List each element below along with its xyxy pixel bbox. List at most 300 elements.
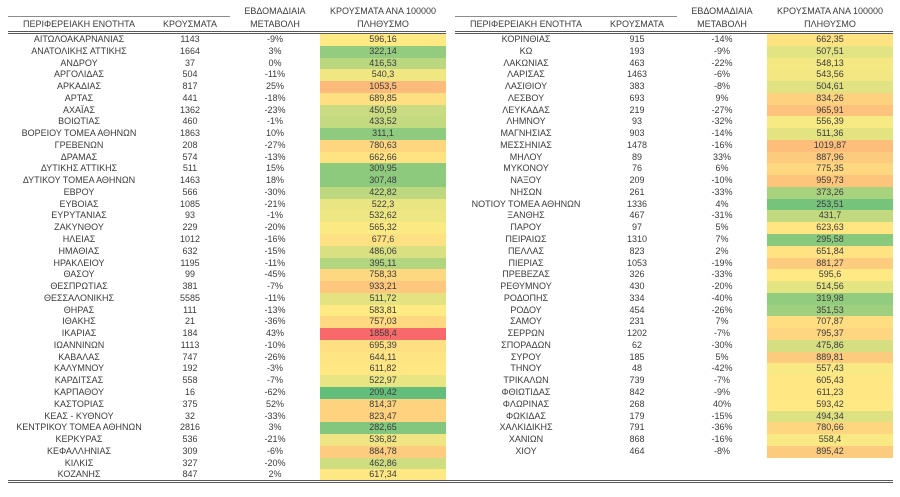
weekly-change-cell: 6% <box>715 163 729 174</box>
cases-cell: 454 <box>629 304 645 315</box>
region-cell: ΖΑΚΥΝΘΟΥ <box>54 222 104 233</box>
region-cell: ΑΝΑΤΟΛΙΚΗΣ ΑΤΤΙΚΗΣ <box>31 45 127 56</box>
table-row <box>8 140 446 152</box>
cases-cell: 219 <box>629 104 645 115</box>
region-cell: ΚΑΣΤΟΡΙΑΣ <box>54 398 104 409</box>
per-100k-cell: 596,16 <box>320 33 446 46</box>
weekly-change-cell: -26% <box>711 304 733 315</box>
table-row <box>8 363 446 375</box>
table-row <box>455 140 893 152</box>
cases-cell: 842 <box>629 386 645 397</box>
cases-cell: 62 <box>631 339 642 350</box>
table-row <box>455 399 893 411</box>
per-100k-cell: 486,06 <box>320 246 446 258</box>
table-row <box>8 222 446 234</box>
table-row <box>8 210 446 222</box>
per-100k-cell: 558,4 <box>767 434 893 446</box>
per-100k-cell: 780,63 <box>320 140 446 152</box>
region-cell: ΣΕΡΡΩΝ <box>507 328 545 339</box>
region-cell: ΜΕΣΣΗΝΙΑΣ <box>500 139 552 150</box>
per-100k-cell: 522,3 <box>320 199 446 211</box>
region-cell: ΑΡΓΟΛΙΔΑΣ <box>54 69 104 80</box>
region-cell: ΣΥΡΟΥ <box>510 351 542 362</box>
table-row <box>8 163 446 175</box>
table-row <box>455 246 893 258</box>
table-row <box>455 305 893 317</box>
per-100k-cell: 889,81 <box>767 352 893 364</box>
weekly-change-cell: -14% <box>711 128 733 139</box>
per-100k-cell: 884,78 <box>320 446 446 458</box>
table-row <box>8 305 446 317</box>
weekly-change-cell: -8% <box>713 445 730 456</box>
table-row <box>8 316 446 328</box>
column-header-weekly-change: ΕΒΔΟΜΑΔΙΑΙΑ ΜΕΤΑΒΟΛΗ <box>230 2 320 33</box>
region-cell: ΘΕΣΠΡΩΤΙΑΣ <box>50 281 108 292</box>
cases-cell: 1863 <box>179 128 201 139</box>
cases-cell: 193 <box>629 45 645 56</box>
per-100k-cell: 565,32 <box>320 222 446 234</box>
per-100k-cell: 644,11 <box>320 352 446 364</box>
region-cell: ΞΑΝΘΗΣ <box>507 210 545 221</box>
column-header-region: ΠΕΡΙΦΕΡΕΙΑΚΗ ΕΝΟΤΗΤΑ <box>8 2 150 33</box>
per-100k-cell: 689,85 <box>320 93 446 105</box>
region-cell: ΚΕΡΚΥΡΑΣ <box>55 434 103 445</box>
weekly-change-cell: -11% <box>264 257 286 268</box>
weekly-change-cell: 40% <box>712 398 731 409</box>
table-row <box>8 187 446 199</box>
per-100k-cell: 557,43 <box>767 363 893 375</box>
table-row <box>455 199 893 211</box>
table-row <box>8 328 446 340</box>
weekly-change-cell: -1% <box>266 210 283 221</box>
cases-cell: 693 <box>629 92 645 103</box>
weekly-change-cell: -33% <box>711 269 733 280</box>
column-header-cases: ΚΡΟΥΣΜΑΤΑ <box>150 2 230 33</box>
weekly-change-cell: -36% <box>711 422 733 433</box>
weekly-change-cell: 2% <box>715 245 729 256</box>
table-row <box>455 363 893 375</box>
table-row <box>455 58 893 70</box>
cases-cell: 375 <box>182 398 198 409</box>
weekly-change-cell: -16% <box>264 234 286 245</box>
cases-cell: 184 <box>182 328 198 339</box>
per-100k-cell: 814,37 <box>320 399 446 411</box>
weekly-change-cell: -22% <box>711 57 733 68</box>
cases-cell: 334 <box>629 292 645 303</box>
table-row <box>8 175 446 187</box>
cases-cell: 823 <box>629 245 645 256</box>
table-row <box>455 69 893 81</box>
weekly-change-cell: 7% <box>715 316 729 327</box>
per-100k-cell: 1858,4 <box>320 328 446 340</box>
cases-cell: 441 <box>182 92 198 103</box>
cases-cell: 192 <box>182 363 198 374</box>
table-row <box>455 116 893 128</box>
per-100k-cell: 282,65 <box>320 422 446 434</box>
region-cell: ΗΛΕΙΑΣ <box>62 234 96 245</box>
region-cell: ΙΘΑΚΗΣ <box>62 316 96 327</box>
weekly-change-cell: -33% <box>264 410 286 421</box>
table-row <box>455 340 893 352</box>
table-row <box>455 33 893 46</box>
weekly-change-cell: 33% <box>712 151 731 162</box>
table-row <box>455 152 893 164</box>
per-100k-cell: 611,23 <box>767 387 893 399</box>
weekly-change-cell: 9% <box>715 92 729 103</box>
per-100k-cell: 514,56 <box>767 281 893 293</box>
region-cell: ΚΑΡΠΑΘΟΥ <box>53 386 105 397</box>
cases-cell: 467 <box>629 210 645 221</box>
region-cell: ΧΙΟΥ <box>515 445 537 456</box>
region-cell: ΛΑΚΩΝΙΑΣ <box>503 57 549 68</box>
region-cell: ΕΥΡΥΤΑΝΙΑΣ <box>51 210 107 221</box>
per-100k-cell: 1053,5 <box>320 81 446 93</box>
per-100k-cell: 593,42 <box>767 399 893 411</box>
cases-cell: 1085 <box>179 198 201 209</box>
table-row <box>8 411 446 423</box>
per-100k-cell: 422,82 <box>320 187 446 199</box>
region-cell: ΧΑΛΚΙΔΙΚΗΣ <box>499 422 553 433</box>
cases-cell: 1053 <box>626 257 648 268</box>
region-cell: ΛΕΥΚΑΔΑΣ <box>502 104 550 115</box>
weekly-change-cell: -19% <box>711 257 733 268</box>
region-cell: ΚΕΝΤΡΙΚΟΥ ΤΟΜΕΑ ΑΘΗΝΩΝ <box>16 422 142 433</box>
per-100k-cell: 1019,87 <box>767 140 893 152</box>
table-row <box>455 187 893 199</box>
per-100k-cell: 595,6 <box>767 269 893 281</box>
table-row <box>455 293 893 305</box>
per-100k-cell: 319,98 <box>767 293 893 305</box>
weekly-change-cell: -20% <box>711 281 733 292</box>
cases-cell: 558 <box>182 375 198 386</box>
region-cell: ΡΕΘΥΜΝΟΥ <box>500 281 552 292</box>
cases-cell: 383 <box>629 81 645 92</box>
cases-cell: 231 <box>629 316 645 327</box>
table-row <box>8 116 446 128</box>
region-cell: ΘΗΡΑΣ <box>63 304 95 315</box>
weekly-change-cell: -16% <box>711 139 733 150</box>
per-100k-cell: 307,48 <box>320 175 446 187</box>
region-cell: ΧΑΝΙΩΝ <box>508 434 544 445</box>
header-row <box>8 2 446 33</box>
table-row <box>455 328 893 340</box>
per-100k-cell: 543,56 <box>767 69 893 81</box>
weekly-change-cell: -40% <box>711 292 733 303</box>
region-cell: ΓΡΕΒΕΝΩΝ <box>54 139 104 150</box>
per-100k-cell: 881,27 <box>767 258 893 270</box>
weekly-change-cell: -16% <box>711 434 733 445</box>
per-100k-cell: 834,26 <box>767 93 893 105</box>
table-row <box>455 175 893 187</box>
cases-cell: 93 <box>184 210 195 221</box>
cases-cell: 817 <box>182 81 198 92</box>
weekly-change-cell: -20% <box>264 457 286 468</box>
cases-cell: 915 <box>629 34 645 44</box>
cases-cell: 903 <box>629 128 645 139</box>
cases-cell: 37 <box>184 57 195 68</box>
weekly-change-cell: 2% <box>268 469 282 480</box>
per-100k-cell: 695,39 <box>320 340 446 352</box>
cases-cell: 381 <box>182 281 198 292</box>
weekly-change-cell: -7% <box>266 375 283 386</box>
weekly-change-cell: -45% <box>264 269 286 280</box>
region-cell: ΚΑΡΔΙΤΣΑΣ <box>54 375 104 386</box>
cases-cell: 93 <box>631 116 642 127</box>
per-100k-cell: 322,14 <box>320 46 446 58</box>
region-cell: ΠΕΙΡΑΙΩΣ <box>505 234 547 245</box>
table-row <box>8 340 446 352</box>
region-cell: ΑΡΚΑΔΙΑΣ <box>56 81 102 92</box>
cases-cell: 229 <box>182 222 198 233</box>
cases-cell: 847 <box>182 469 198 480</box>
cases-cell: 21 <box>184 316 195 327</box>
weekly-change-cell: -7% <box>713 375 730 386</box>
per-100k-cell: 416,53 <box>320 58 446 70</box>
weekly-change-cell: 3% <box>268 45 282 56</box>
per-100k-cell: 507,51 <box>767 46 893 58</box>
table-row <box>455 222 893 234</box>
region-cell: ΒΟΡΕΙΟΥ ΤΟΜΕΑ ΑΘΗΝΩΝ <box>21 128 137 139</box>
table-row <box>8 58 446 70</box>
region-cell: ΜΥΚΟΝΟΥ <box>503 163 549 174</box>
per-100k-cell: 611,82 <box>320 363 446 375</box>
region-cell: ΚΕΑΣ - ΚΥΘΝΟΥ <box>44 410 114 421</box>
per-100k-cell: 548,13 <box>767 58 893 70</box>
table-row <box>8 246 446 258</box>
region-cell: ΚΩ <box>519 45 533 56</box>
weekly-change-cell: -20% <box>264 222 286 233</box>
weekly-change-cell: -42% <box>711 363 733 374</box>
region-cell: ΗΜΑΘΙΑΣ <box>58 245 100 256</box>
weekly-change-cell: 25% <box>265 81 284 92</box>
cases-cell: 89 <box>631 151 642 162</box>
table-row <box>455 234 893 246</box>
cases-cell: 791 <box>629 422 645 433</box>
region-cell: ΛΕΣΒΟΥ <box>507 92 545 103</box>
cases-cell: 327 <box>182 457 198 468</box>
table-row <box>8 281 446 293</box>
region-cell: ΔΥΤΙΚΟΥ ΤΟΜΕΑ ΑΘΗΝΩΝ <box>22 175 136 186</box>
table-row <box>455 352 893 364</box>
weekly-change-cell: -31% <box>711 210 733 221</box>
region-cell: ΡΟΔΟΥ <box>510 304 542 315</box>
table-row <box>8 46 446 58</box>
cases-cell: 460 <box>182 116 198 127</box>
per-100k-cell: 395,11 <box>320 258 446 270</box>
per-100k-cell: 823,47 <box>320 411 446 423</box>
column-header-per-100k: ΚΡΟΥΣΜΑΤΑ ΑΝΑ 100000 ΠΛΗΘΥΣΜΟ <box>767 2 893 33</box>
cases-cell: 2816 <box>179 422 201 433</box>
cases-cell: 32 <box>184 410 195 421</box>
cases-cell: 1143 <box>180 34 200 44</box>
table-row <box>455 316 893 328</box>
per-100k-cell: 887,96 <box>767 152 893 164</box>
cases-cell: 111 <box>183 304 197 315</box>
per-100k-cell: 511,72 <box>320 293 446 305</box>
weekly-change-cell: -26% <box>264 351 286 362</box>
table-row <box>8 293 446 305</box>
cases-cell: 1202 <box>626 328 648 339</box>
weekly-change-cell: 5% <box>715 351 729 362</box>
weekly-change-cell: 10% <box>265 128 284 139</box>
weekly-change-cell: 5% <box>715 222 729 233</box>
region-cell: ΡΟΔΟΠΗΣ <box>503 292 549 303</box>
region-cell: ΦΛΩΡΙΝΑΣ <box>502 398 550 409</box>
weekly-change-cell: -9% <box>266 34 283 44</box>
table-row <box>8 128 446 140</box>
per-100k-cell: 450,59 <box>320 105 446 117</box>
weekly-change-cell: -7% <box>266 281 283 292</box>
region-cell: ΜΑΓΝΗΣΙΑΣ <box>500 128 552 139</box>
table-row <box>8 81 446 93</box>
region-cell: ΔΡΑΜΑΣ <box>60 151 98 162</box>
weekly-change-cell: 18% <box>265 175 284 186</box>
weekly-change-cell: -1% <box>266 116 283 127</box>
region-cell: ΜΗΛΟΥ <box>509 151 543 162</box>
per-100k-cell: 433,52 <box>320 116 446 128</box>
cases-cell: 566 <box>182 186 198 197</box>
region-cell: ΛΑΡΙΣΑΣ <box>507 69 545 80</box>
region-cell: ΑΝΔΡΟΥ <box>60 57 98 68</box>
table-row <box>455 128 893 140</box>
weekly-change-cell: -13% <box>264 304 286 315</box>
region-cell: ΝΟΤΙΟΥ ΤΟΜΕΑ ΑΘΗΝΩΝ <box>471 198 581 209</box>
region-cell: ΚΕΦΑΛΛΗΝΙΑΣ <box>46 445 112 456</box>
cases-cell: 868 <box>629 434 645 445</box>
table-row <box>455 387 893 399</box>
cases-cell: 76 <box>631 163 642 174</box>
per-100k-cell: 522,97 <box>320 375 446 387</box>
region-cell: ΤΡΙΚΑΛΩΝ <box>503 375 549 386</box>
weekly-change-cell: -14% <box>711 34 733 44</box>
cases-cell: 504 <box>182 69 198 80</box>
per-100k-cell: 351,53 <box>767 305 893 317</box>
table-row <box>8 69 446 81</box>
table-row <box>8 375 446 387</box>
weekly-change-cell: -18% <box>264 92 286 103</box>
table-row <box>455 411 893 423</box>
per-100k-cell: 583,81 <box>320 305 446 317</box>
weekly-change-cell: -27% <box>711 104 733 115</box>
table-row <box>455 434 893 446</box>
weekly-change-cell: 7% <box>715 234 729 245</box>
cases-cell: 185 <box>629 351 645 362</box>
cases-cell: 326 <box>629 269 645 280</box>
region-cell: ΘΕΣΣΑΛΟΝΙΚΗΣ <box>43 292 115 303</box>
weekly-change-cell: -6% <box>713 69 730 80</box>
weekly-change-cell: 15% <box>265 163 284 174</box>
cases-cell: 430 <box>629 281 645 292</box>
region-cell: ΛΑΣΙΘΙΟΥ <box>504 81 548 92</box>
region-cell: ΙΩΑΝΝΙΝΩΝ <box>53 339 105 350</box>
table-row <box>455 93 893 105</box>
per-100k-cell: 511,36 <box>767 128 893 140</box>
header-row <box>455 2 893 33</box>
table-row <box>8 434 446 446</box>
per-100k-cell: 494,34 <box>767 411 893 423</box>
region-cell: ΙΚΑΡΙΑΣ <box>61 328 97 339</box>
weekly-change-cell: -30% <box>711 339 733 350</box>
weekly-change-cell: 43% <box>265 328 284 339</box>
table-row <box>8 105 446 117</box>
cases-cell: 97 <box>631 222 642 233</box>
region-cell: ΤΗΝΟΥ <box>510 363 542 374</box>
cases-cell: 1336 <box>626 198 648 209</box>
cases-cell: 209 <box>629 175 645 186</box>
cases-cell: 463 <box>629 57 645 68</box>
cases-cell: 1012 <box>179 234 201 245</box>
region-cell: ΝΑΞΟΥ <box>510 175 542 186</box>
per-100k-cell: 757,03 <box>320 316 446 328</box>
weekly-change-cell: -27% <box>264 139 286 150</box>
per-100k-cell: 651,84 <box>767 246 893 258</box>
cases-cell: 739 <box>629 375 645 386</box>
per-100k-cell: 959,73 <box>767 175 893 187</box>
table-row <box>8 258 446 270</box>
per-100k-cell: 662,66 <box>320 152 446 164</box>
region-cell: ΒΟΙΩΤΙΑΣ <box>58 116 100 127</box>
cases-cell: 574 <box>182 151 198 162</box>
table-row <box>455 46 893 58</box>
column-header-weekly-change: ΕΒΔΟΜΑΔΙΑΙΑ ΜΕΤΑΒΟΛΗ <box>677 2 767 33</box>
bottom-border-rule <box>8 480 893 483</box>
cases-cell: 536 <box>182 434 198 445</box>
weekly-change-cell: -21% <box>264 434 286 445</box>
per-100k-cell: 795,37 <box>767 328 893 340</box>
cases-cell: 464 <box>629 445 645 456</box>
weekly-change-cell: -32% <box>711 116 733 127</box>
cases-cell: 261 <box>629 186 645 197</box>
cases-cell: 179 <box>629 410 645 421</box>
column-header-cases: ΚΡΟΥΣΜΑΤΑ <box>597 2 677 33</box>
per-100k-cell: 707,87 <box>767 316 893 328</box>
weekly-change-cell: -62% <box>264 386 286 397</box>
cases-cell: 48 <box>631 363 642 374</box>
table-row <box>455 375 893 387</box>
table-row <box>8 93 446 105</box>
per-100k-cell: 462,86 <box>320 458 446 470</box>
weekly-change-cell: -10% <box>264 339 286 350</box>
table-row <box>455 446 893 458</box>
region-cell: ΝΗΣΩΝ <box>510 186 542 197</box>
table-row <box>455 281 893 293</box>
per-100k-cell: 532,62 <box>320 210 446 222</box>
region-cell: ΣΑΜΟΥ <box>510 316 542 327</box>
per-100k-cell: 623,63 <box>767 222 893 234</box>
cases-cell: 511 <box>182 163 198 174</box>
cases-cell: 208 <box>182 139 198 150</box>
table-row <box>8 33 446 46</box>
cases-cell: 1362 <box>179 104 201 115</box>
column-header-region: ΠΕΡΙΦΕΡΕΙΑΚΗ ΕΝΟΤΗΤΑ <box>455 2 597 33</box>
region-cell: ΛΗΜΝΟΥ <box>506 116 546 127</box>
weekly-change-cell: -9% <box>713 386 730 397</box>
cases-cell: 632 <box>182 245 198 256</box>
weekly-change-cell: -9% <box>713 45 730 56</box>
region-cell: ΚΑΛΥΜΝΟΥ <box>53 363 105 374</box>
table-row <box>8 234 446 246</box>
per-100k-cell: 965,91 <box>767 105 893 117</box>
weekly-change-cell: -7% <box>713 328 730 339</box>
per-100k-cell: 536,82 <box>320 434 446 446</box>
weekly-change-cell: -13% <box>264 151 286 162</box>
region-cell: ΗΡΑΚΛΕΙΟΥ <box>53 257 105 268</box>
weekly-change-cell: 3% <box>268 422 282 433</box>
weekly-change-cell: -10% <box>711 175 733 186</box>
weekly-change-cell: -15% <box>711 410 733 421</box>
per-100k-cell: 617,34 <box>320 469 446 481</box>
weekly-change-cell: -11% <box>264 292 286 303</box>
